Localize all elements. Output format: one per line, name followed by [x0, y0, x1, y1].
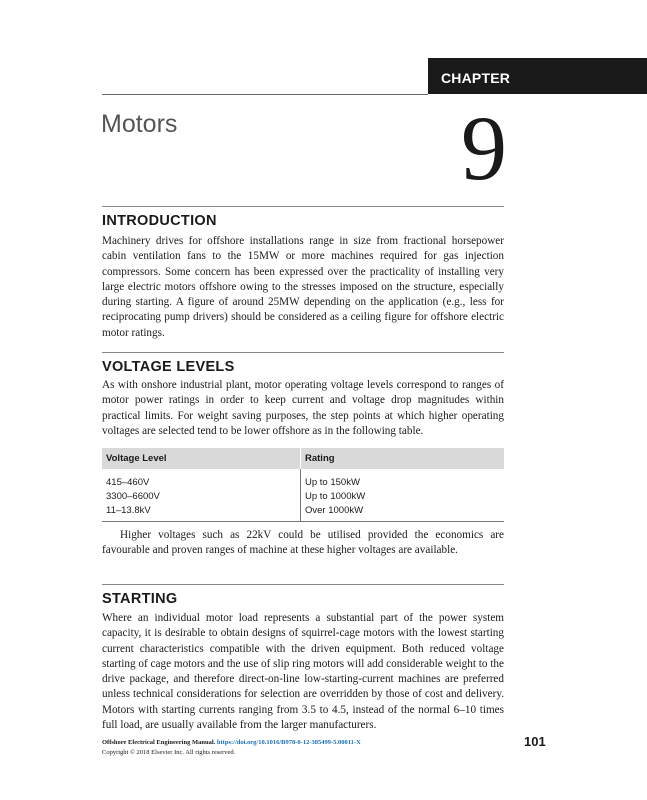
chapter-number: 9 — [461, 97, 507, 199]
voltage-levels-paragraph: As with onshore industrial plant, motor operating voltage levels correspond to ranges of motor power ratings in order to keep current and voltage drop magnitudes within practical limits. For weight saving purposes, the step points at which higher operating voltages are selected tend to be lower offshore as in the following table. — [102, 379, 504, 437]
voltage-table-header-voltage: Voltage Level — [102, 448, 301, 469]
page-number: 101 — [524, 734, 546, 749]
starting-paragraph: Where an individual motor load represents a substantial part of the power system capacity, it is desirable to obtain designs of squirrel-cage motors with the lowest starting current characteristics compatible with the driven equipment. Both reduced voltage starting of cage motors and the use of slip ring motors will add considerable weight to the drive package, and therefore direct-on-line low-starting-current machines are preferred unless technical considerations for selection are overridden by those of cost and delivery. Motors with starting currents ranging from 3.5 to 4.5, instead of the normal 6–10 times full load, are usually available from the larger manufacturers. — [102, 612, 504, 732]
footer-book-title: Offshore Electrical Engineering Manual. — [102, 739, 216, 746]
table-row — [102, 489, 504, 503]
starting-heading: STARTING — [102, 591, 178, 607]
voltage-table-header-rating: Rating — [301, 448, 505, 469]
voltage-levels-heading: VOLTAGE LEVELS — [102, 359, 235, 375]
table-row — [102, 469, 504, 489]
footer-doi-link[interactable]: https://doi.org/10.1016/B978-0-12-385499-5.00011-X — [216, 739, 361, 746]
section-rule-voltage-levels — [102, 352, 504, 353]
footer — [102, 738, 361, 758]
introduction-heading: INTRODUCTION — [102, 213, 217, 229]
voltage-cell: 415–460V — [102, 469, 301, 489]
rating-cell: Up to 1000kW — [305, 490, 366, 502]
chapter-title: Motors — [101, 110, 178, 138]
voltage-cell: 3300–6600V — [102, 489, 301, 503]
section-rule-starting — [102, 584, 504, 585]
voltage-table-header-row — [102, 448, 504, 469]
chapter-label: CHAPTER — [441, 70, 511, 86]
header-rule — [102, 94, 428, 95]
section-rule-introduction — [102, 206, 504, 207]
rating-cell: Over 1000kW — [301, 503, 505, 522]
footer-copyright: Copyright © 2018 Elsevier Inc. All rights reserved. — [102, 749, 236, 756]
table-row — [102, 503, 504, 522]
voltage-cell: 11–13.8kV — [102, 503, 301, 522]
voltage-levels-after-paragraph: Higher voltages such as 22kV could be utilised provided the economics are favourable and proven ranges of machine at these higher voltages are available. — [102, 529, 504, 557]
introduction-paragraph: Machinery drives for offshore installations range in size from fractional horsepower cabin ventilation fans to the 15MW or more machines required for gas injection compressors. Some concern has been expressed over the practicality of installing very large electric motors offshore owing to the stresses imposed on the structure, especially during starting. A figure of around 25MW depending on the application (e.g., less for reciprocating pump drivers) should be considered as a ceiling figure for offshore electric motor ratings. — [102, 235, 504, 339]
rating-cell: Up to 150kW — [305, 476, 360, 488]
footer-citation — [102, 738, 361, 748]
voltage-table — [102, 448, 504, 522]
